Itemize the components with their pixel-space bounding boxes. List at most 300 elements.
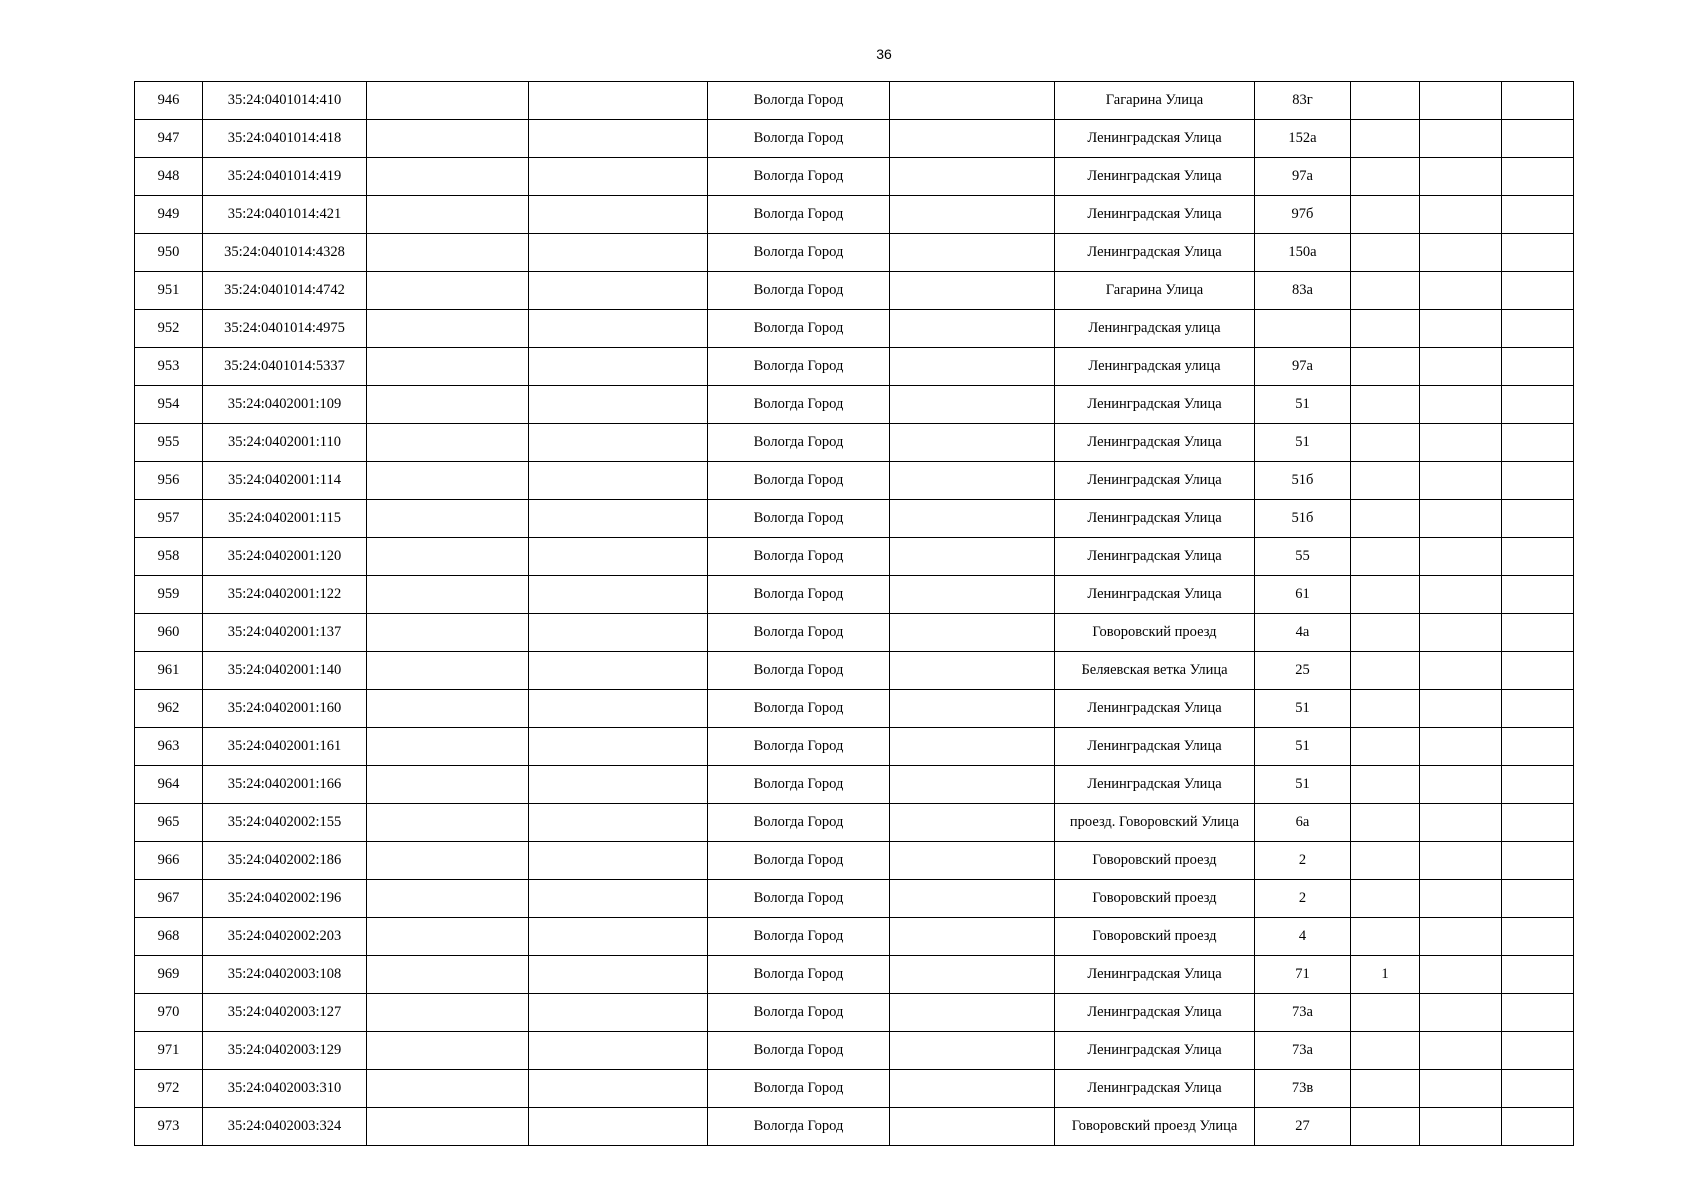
empty-cell-b (529, 82, 708, 120)
street-cell: Ленинградская Улица (1055, 196, 1255, 234)
city-cell: Вологда Город (708, 652, 890, 690)
empty-cell-a (367, 386, 529, 424)
house-number-cell: 51 (1255, 424, 1351, 462)
street-cell: Ленинградская Улица (1055, 690, 1255, 728)
empty-cell-b (529, 1108, 708, 1146)
street-cell: Ленинградская Улица (1055, 956, 1255, 994)
cadastral-number-cell: 35:24:0402003:127 (203, 994, 367, 1032)
house-number-cell: 51 (1255, 386, 1351, 424)
empty-cell-b (529, 804, 708, 842)
row-number-cell: 970 (135, 994, 203, 1032)
table-row (135, 500, 1574, 538)
house-number-cell: 73в (1255, 1070, 1351, 1108)
empty-cell-c (890, 348, 1055, 386)
empty-cell-b (529, 956, 708, 994)
house-number-cell: 97б (1255, 196, 1351, 234)
extra-cell-a (1420, 1070, 1502, 1108)
empty-cell-a (367, 462, 529, 500)
row-number-cell: 966 (135, 842, 203, 880)
house-number-cell: 97а (1255, 158, 1351, 196)
building-cell (1351, 120, 1420, 158)
cadastral-number-cell: 35:24:0402001:115 (203, 500, 367, 538)
cadastral-number-cell: 35:24:0402002:196 (203, 880, 367, 918)
empty-cell-a (367, 880, 529, 918)
building-cell (1351, 766, 1420, 804)
cadastral-number-cell: 35:24:0402001:137 (203, 614, 367, 652)
table-row (135, 880, 1574, 918)
extra-cell-a (1420, 386, 1502, 424)
extra-cell-a (1420, 158, 1502, 196)
extra-cell-a (1420, 348, 1502, 386)
empty-cell-c (890, 652, 1055, 690)
street-cell: Беляевская ветка Улица (1055, 652, 1255, 690)
empty-cell-a (367, 994, 529, 1032)
table-row (135, 348, 1574, 386)
extra-cell-b (1502, 1070, 1574, 1108)
empty-cell-b (529, 614, 708, 652)
building-cell (1351, 690, 1420, 728)
empty-cell-b (529, 310, 708, 348)
empty-cell-c (890, 842, 1055, 880)
extra-cell-a (1420, 538, 1502, 576)
street-cell: Ленинградская Улица (1055, 234, 1255, 272)
extra-cell-b (1502, 386, 1574, 424)
extra-cell-b (1502, 82, 1574, 120)
street-cell: Ленинградская Улица (1055, 576, 1255, 614)
house-number-cell: 150а (1255, 234, 1351, 272)
street-cell: Гагарина Улица (1055, 82, 1255, 120)
street-cell: Ленинградская Улица (1055, 424, 1255, 462)
row-number-cell: 965 (135, 804, 203, 842)
empty-cell-c (890, 538, 1055, 576)
extra-cell-b (1502, 728, 1574, 766)
empty-cell-b (529, 196, 708, 234)
empty-cell-c (890, 500, 1055, 538)
extra-cell-b (1502, 500, 1574, 538)
house-number-cell: 83а (1255, 272, 1351, 310)
extra-cell-a (1420, 994, 1502, 1032)
extra-cell-b (1502, 842, 1574, 880)
building-cell (1351, 386, 1420, 424)
extra-cell-a (1420, 576, 1502, 614)
empty-cell-b (529, 500, 708, 538)
empty-cell-a (367, 500, 529, 538)
empty-cell-b (529, 994, 708, 1032)
table-row (135, 538, 1574, 576)
extra-cell-b (1502, 766, 1574, 804)
extra-cell-b (1502, 310, 1574, 348)
extra-cell-a (1420, 956, 1502, 994)
empty-cell-b (529, 120, 708, 158)
extra-cell-b (1502, 956, 1574, 994)
empty-cell-c (890, 804, 1055, 842)
empty-cell-a (367, 1108, 529, 1146)
cadastral-number-cell: 35:24:0402001:120 (203, 538, 367, 576)
extra-cell-b (1502, 918, 1574, 956)
city-cell: Вологда Город (708, 918, 890, 956)
row-number-cell: 958 (135, 538, 203, 576)
empty-cell-c (890, 1108, 1055, 1146)
empty-cell-b (529, 462, 708, 500)
extra-cell-a (1420, 196, 1502, 234)
empty-cell-b (529, 1070, 708, 1108)
cadastral-number-cell: 35:24:0402001:161 (203, 728, 367, 766)
cadastral-number-cell: 35:24:0401014:4975 (203, 310, 367, 348)
building-cell (1351, 842, 1420, 880)
extra-cell-a (1420, 82, 1502, 120)
row-number-cell: 952 (135, 310, 203, 348)
empty-cell-a (367, 348, 529, 386)
building-cell (1351, 424, 1420, 462)
extra-cell-a (1420, 424, 1502, 462)
row-number-cell: 964 (135, 766, 203, 804)
extra-cell-b (1502, 120, 1574, 158)
cadastral-number-cell: 35:24:0402001:122 (203, 576, 367, 614)
cadastral-number-cell: 35:24:0401014:419 (203, 158, 367, 196)
city-cell: Вологда Город (708, 234, 890, 272)
empty-cell-b (529, 538, 708, 576)
empty-cell-a (367, 1032, 529, 1070)
table-row (135, 386, 1574, 424)
extra-cell-b (1502, 538, 1574, 576)
empty-cell-c (890, 690, 1055, 728)
extra-cell-b (1502, 880, 1574, 918)
house-number-cell: 4а (1255, 614, 1351, 652)
building-cell (1351, 994, 1420, 1032)
extra-cell-a (1420, 1032, 1502, 1070)
empty-cell-c (890, 120, 1055, 158)
row-number-cell: 954 (135, 386, 203, 424)
empty-cell-b (529, 576, 708, 614)
row-number-cell: 959 (135, 576, 203, 614)
table-row (135, 272, 1574, 310)
city-cell: Вологда Город (708, 500, 890, 538)
street-cell: Гагарина Улица (1055, 272, 1255, 310)
cadastral-number-cell: 35:24:0402003:310 (203, 1070, 367, 1108)
table-row (135, 310, 1574, 348)
table-row (135, 766, 1574, 804)
street-cell: Ленинградская Улица (1055, 158, 1255, 196)
street-cell: Ленинградская Улица (1055, 462, 1255, 500)
building-cell (1351, 348, 1420, 386)
empty-cell-a (367, 310, 529, 348)
building-cell (1351, 728, 1420, 766)
row-number-cell: 971 (135, 1032, 203, 1070)
extra-cell-a (1420, 500, 1502, 538)
cadastral-number-cell: 35:24:0401014:418 (203, 120, 367, 158)
city-cell: Вологда Город (708, 1032, 890, 1070)
city-cell: Вологда Город (708, 82, 890, 120)
empty-cell-c (890, 880, 1055, 918)
cadastral-number-cell: 35:24:0402002:203 (203, 918, 367, 956)
empty-cell-c (890, 82, 1055, 120)
building-cell (1351, 1070, 1420, 1108)
street-cell: Говоровский проезд (1055, 614, 1255, 652)
city-cell: Вологда Город (708, 1108, 890, 1146)
table-row (135, 1108, 1574, 1146)
extra-cell-b (1502, 234, 1574, 272)
row-number-cell: 947 (135, 120, 203, 158)
empty-cell-a (367, 728, 529, 766)
empty-cell-c (890, 728, 1055, 766)
table-row (135, 234, 1574, 272)
extra-cell-a (1420, 804, 1502, 842)
extra-cell-a (1420, 614, 1502, 652)
street-cell: Ленинградская Улица (1055, 1032, 1255, 1070)
empty-cell-b (529, 234, 708, 272)
extra-cell-b (1502, 652, 1574, 690)
empty-cell-c (890, 918, 1055, 956)
row-number-cell: 969 (135, 956, 203, 994)
city-cell: Вологда Город (708, 538, 890, 576)
empty-cell-c (890, 462, 1055, 500)
empty-cell-c (890, 272, 1055, 310)
city-cell: Вологда Город (708, 158, 890, 196)
row-number-cell: 973 (135, 1108, 203, 1146)
street-cell: Ленинградская Улица (1055, 120, 1255, 158)
empty-cell-c (890, 196, 1055, 234)
city-cell: Вологда Город (708, 728, 890, 766)
street-cell: Ленинградская Улица (1055, 538, 1255, 576)
empty-cell-a (367, 196, 529, 234)
empty-cell-a (367, 918, 529, 956)
house-number-cell: 2 (1255, 880, 1351, 918)
extra-cell-a (1420, 234, 1502, 272)
table-row (135, 994, 1574, 1032)
building-cell (1351, 1032, 1420, 1070)
empty-cell-a (367, 690, 529, 728)
building-cell (1351, 1108, 1420, 1146)
empty-cell-a (367, 538, 529, 576)
empty-cell-b (529, 158, 708, 196)
table-row (135, 424, 1574, 462)
building-cell (1351, 538, 1420, 576)
extra-cell-b (1502, 196, 1574, 234)
extra-cell-a (1420, 766, 1502, 804)
building-cell (1351, 918, 1420, 956)
extra-cell-a (1420, 272, 1502, 310)
table-row (135, 576, 1574, 614)
street-cell: Ленинградская Улица (1055, 500, 1255, 538)
table-row (135, 842, 1574, 880)
city-cell: Вологда Город (708, 804, 890, 842)
empty-cell-b (529, 348, 708, 386)
table-row (135, 120, 1574, 158)
empty-cell-a (367, 158, 529, 196)
street-cell: Ленинградская улица (1055, 348, 1255, 386)
building-cell (1351, 500, 1420, 538)
cadastral-number-cell: 35:24:0402003:108 (203, 956, 367, 994)
house-number-cell: 73а (1255, 994, 1351, 1032)
extra-cell-a (1420, 120, 1502, 158)
table-row (135, 918, 1574, 956)
extra-cell-b (1502, 690, 1574, 728)
cadastral-number-cell: 35:24:0402002:186 (203, 842, 367, 880)
row-number-cell: 960 (135, 614, 203, 652)
table-row (135, 956, 1574, 994)
building-cell (1351, 462, 1420, 500)
house-number-cell: 25 (1255, 652, 1351, 690)
street-cell: Говоровский проезд (1055, 880, 1255, 918)
house-number-cell: 83г (1255, 82, 1351, 120)
extra-cell-b (1502, 994, 1574, 1032)
page-number: 36 (876, 46, 892, 62)
table-row (135, 652, 1574, 690)
street-cell: Ленинградская Улица (1055, 728, 1255, 766)
building-cell (1351, 614, 1420, 652)
extra-cell-b (1502, 424, 1574, 462)
extra-cell-b (1502, 348, 1574, 386)
city-cell: Вологда Город (708, 880, 890, 918)
extra-cell-a (1420, 310, 1502, 348)
empty-cell-a (367, 234, 529, 272)
city-cell: Вологда Город (708, 994, 890, 1032)
extra-cell-b (1502, 1032, 1574, 1070)
extra-cell-a (1420, 690, 1502, 728)
empty-cell-a (367, 614, 529, 652)
city-cell: Вологда Город (708, 310, 890, 348)
street-cell: Ленинградская улица (1055, 310, 1255, 348)
empty-cell-b (529, 918, 708, 956)
empty-cell-a (367, 272, 529, 310)
row-number-cell: 946 (135, 82, 203, 120)
street-cell: Говоровский проезд Улица (1055, 1108, 1255, 1146)
city-cell: Вологда Город (708, 348, 890, 386)
building-cell (1351, 576, 1420, 614)
house-number-cell: 4 (1255, 918, 1351, 956)
empty-cell-a (367, 652, 529, 690)
city-cell: Вологда Город (708, 766, 890, 804)
cadastral-number-cell: 35:24:0402001:140 (203, 652, 367, 690)
row-number-cell: 950 (135, 234, 203, 272)
empty-cell-c (890, 614, 1055, 652)
table-row (135, 728, 1574, 766)
row-number-cell: 967 (135, 880, 203, 918)
building-cell (1351, 804, 1420, 842)
city-cell: Вологда Город (708, 1070, 890, 1108)
extra-cell-a (1420, 1108, 1502, 1146)
empty-cell-b (529, 1032, 708, 1070)
table-row (135, 196, 1574, 234)
cadastral-number-cell: 35:24:0401014:410 (203, 82, 367, 120)
city-cell: Вологда Город (708, 842, 890, 880)
empty-cell-a (367, 956, 529, 994)
table-row (135, 1070, 1574, 1108)
extra-cell-a (1420, 462, 1502, 500)
extra-cell-b (1502, 272, 1574, 310)
building-cell (1351, 196, 1420, 234)
empty-cell-a (367, 1070, 529, 1108)
table-row (135, 82, 1574, 120)
empty-cell-b (529, 386, 708, 424)
building-cell: 1 (1351, 956, 1420, 994)
house-number-cell: 51 (1255, 690, 1351, 728)
empty-cell-c (890, 576, 1055, 614)
cadastral-number-cell: 35:24:0401014:5337 (203, 348, 367, 386)
extra-cell-b (1502, 614, 1574, 652)
empty-cell-a (367, 120, 529, 158)
row-number-cell: 968 (135, 918, 203, 956)
city-cell: Вологда Город (708, 690, 890, 728)
empty-cell-a (367, 766, 529, 804)
row-number-cell: 955 (135, 424, 203, 462)
street-cell: Ленинградская Улица (1055, 386, 1255, 424)
street-cell: проезд. Говоровский Улица (1055, 804, 1255, 842)
empty-cell-c (890, 956, 1055, 994)
row-number-cell: 961 (135, 652, 203, 690)
extra-cell-a (1420, 918, 1502, 956)
empty-cell-c (890, 424, 1055, 462)
house-number-cell: 73а (1255, 1032, 1351, 1070)
row-number-cell: 956 (135, 462, 203, 500)
extra-cell-b (1502, 462, 1574, 500)
house-number-cell: 51 (1255, 766, 1351, 804)
city-cell: Вологда Город (708, 462, 890, 500)
street-cell: Говоровский проезд (1055, 918, 1255, 956)
city-cell: Вологда Город (708, 120, 890, 158)
empty-cell-c (890, 158, 1055, 196)
house-number-cell: 51б (1255, 462, 1351, 500)
building-cell (1351, 652, 1420, 690)
house-number-cell: 51 (1255, 728, 1351, 766)
empty-cell-b (529, 272, 708, 310)
row-number-cell: 953 (135, 348, 203, 386)
cadastral-number-cell: 35:24:0401014:4328 (203, 234, 367, 272)
extra-cell-b (1502, 158, 1574, 196)
building-cell (1351, 234, 1420, 272)
empty-cell-a (367, 82, 529, 120)
street-cell: Ленинградская Улица (1055, 994, 1255, 1032)
extra-cell-a (1420, 880, 1502, 918)
empty-cell-a (367, 576, 529, 614)
building-cell (1351, 158, 1420, 196)
house-number-cell: 6а (1255, 804, 1351, 842)
table-row (135, 690, 1574, 728)
table-row (135, 462, 1574, 500)
table-row (135, 1032, 1574, 1070)
extra-cell-a (1420, 652, 1502, 690)
cadastral-number-cell: 35:24:0402001:160 (203, 690, 367, 728)
empty-cell-c (890, 766, 1055, 804)
row-number-cell: 949 (135, 196, 203, 234)
empty-cell-c (890, 310, 1055, 348)
cadastral-number-cell: 35:24:0402001:110 (203, 424, 367, 462)
street-cell: Ленинградская Улица (1055, 766, 1255, 804)
extra-cell-a (1420, 842, 1502, 880)
city-cell: Вологда Город (708, 272, 890, 310)
row-number-cell: 957 (135, 500, 203, 538)
house-number-cell: 61 (1255, 576, 1351, 614)
row-number-cell: 963 (135, 728, 203, 766)
empty-cell-c (890, 234, 1055, 272)
cadastral-number-cell: 35:24:0402001:109 (203, 386, 367, 424)
house-number-cell: 55 (1255, 538, 1351, 576)
building-cell (1351, 880, 1420, 918)
table-row (135, 158, 1574, 196)
building-cell (1351, 82, 1420, 120)
cadastral-number-cell: 35:24:0402003:129 (203, 1032, 367, 1070)
house-number-cell (1255, 310, 1351, 348)
table-body (135, 82, 1574, 1146)
extra-cell-b (1502, 804, 1574, 842)
empty-cell-b (529, 424, 708, 462)
street-cell: Говоровский проезд (1055, 842, 1255, 880)
city-cell: Вологда Город (708, 956, 890, 994)
empty-cell-b (529, 690, 708, 728)
city-cell: Вологда Город (708, 196, 890, 234)
cadastral-number-cell: 35:24:0402001:166 (203, 766, 367, 804)
empty-cell-c (890, 1032, 1055, 1070)
